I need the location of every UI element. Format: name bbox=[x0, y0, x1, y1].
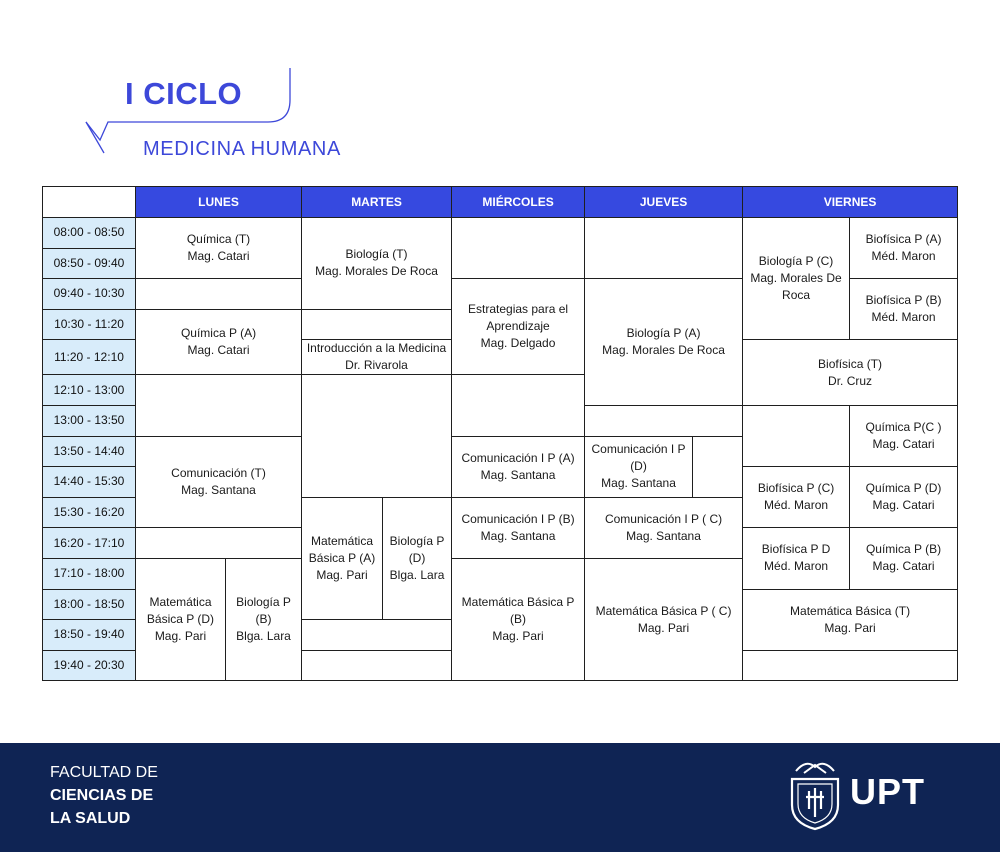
time-slot: 15:30 - 16:20 bbox=[43, 497, 136, 528]
class-cell: Biofísica P (B) Méd. Maron bbox=[850, 279, 958, 340]
header-row bbox=[43, 187, 958, 218]
empty-cell bbox=[693, 436, 743, 497]
empty-cell bbox=[136, 528, 302, 559]
class-cell: Comunicación I P (B) Mag. Santana bbox=[452, 497, 585, 558]
time-slot: 09:40 - 10:30 bbox=[43, 279, 136, 310]
day-header-viernes: VIERNES bbox=[743, 187, 958, 218]
empty-cell bbox=[452, 218, 585, 279]
class-cell: Biología P (B) Blga. Lara bbox=[226, 558, 302, 680]
day-header-lunes: LUNES bbox=[136, 187, 302, 218]
time-row bbox=[43, 218, 958, 249]
schedule-table bbox=[42, 186, 958, 681]
class-cell: Química (T) Mag. Catari bbox=[136, 218, 302, 279]
time-slot: 12:10 - 13:00 bbox=[43, 375, 136, 406]
class-cell: Matemática Básica P (D) Mag. Pari bbox=[136, 558, 226, 680]
time-slot: 14:40 - 15:30 bbox=[43, 467, 136, 498]
class-cell: Introducción a la Medicina Dr. Rivarola bbox=[302, 340, 452, 375]
class-cell: Química P (B) Mag. Catari bbox=[850, 528, 958, 589]
empty-cell bbox=[585, 218, 743, 279]
time-slot: 19:40 - 20:30 bbox=[43, 650, 136, 681]
time-slot: 08:00 - 08:50 bbox=[43, 218, 136, 249]
day-header-miercoles: MIÉRCOLES bbox=[452, 187, 585, 218]
class-cell: Comunicación I P (A) Mag. Santana bbox=[452, 436, 585, 497]
empty-cell bbox=[743, 650, 958, 681]
university-seal-icon bbox=[786, 757, 844, 833]
faculty-line-1: FACULTAD DE bbox=[50, 764, 158, 781]
class-cell: Biofísica P (C) Méd. Maron bbox=[743, 467, 850, 528]
empty-cell bbox=[585, 405, 743, 436]
empty-cell bbox=[302, 650, 452, 681]
class-cell: Biología (T) Mag. Morales De Roca bbox=[302, 218, 452, 310]
class-cell: Química P(C ) Mag. Catari bbox=[850, 405, 958, 466]
empty-cell bbox=[302, 620, 452, 651]
faculty-line-3: LA SALUD bbox=[50, 810, 131, 827]
class-cell: Biología P (D) Blga. Lara bbox=[383, 497, 452, 619]
page-subtitle: MEDICINA HUMANA bbox=[143, 138, 341, 160]
empty-cell bbox=[136, 375, 302, 436]
faculty-line-2: CIENCIAS DE bbox=[50, 787, 154, 804]
corner-cell bbox=[43, 187, 136, 218]
class-cell: Biología P (A) Mag. Morales De Roca bbox=[585, 279, 743, 406]
class-cell: Química P (D) Mag. Catari bbox=[850, 467, 958, 528]
class-cell: Matemática Básica P (B) Mag. Pari bbox=[452, 558, 585, 680]
class-cell: Matemática Básica (T) Mag. Pari bbox=[743, 589, 958, 650]
empty-cell bbox=[302, 375, 452, 497]
class-cell: Química P (A) Mag. Catari bbox=[136, 309, 302, 375]
time-slot: 17:10 - 18:00 bbox=[43, 558, 136, 589]
upt-logo: UPT bbox=[850, 771, 925, 812]
class-cell: Biofísica (T) Dr. Cruz bbox=[743, 340, 958, 406]
time-slot: 13:50 - 14:40 bbox=[43, 436, 136, 467]
time-slot: 18:50 - 19:40 bbox=[43, 620, 136, 651]
day-header-jueves: JUEVES bbox=[585, 187, 743, 218]
empty-cell bbox=[743, 405, 850, 466]
day-header-martes: MARTES bbox=[302, 187, 452, 218]
empty-cell bbox=[452, 375, 585, 436]
time-slot: 08:50 - 09:40 bbox=[43, 248, 136, 279]
class-cell: Comunicación I P ( C) Mag. Santana bbox=[585, 497, 743, 558]
class-cell: Matemática Básica P ( C) Mag. Pari bbox=[585, 558, 743, 680]
class-cell: Biología P (C) Mag. Morales De Roca bbox=[743, 218, 850, 340]
empty-cell bbox=[136, 279, 302, 310]
empty-cell bbox=[302, 309, 452, 340]
class-cell: Biofísica P D Méd. Maron bbox=[743, 528, 850, 589]
class-cell: Matemática Básica P (A) Mag. Pari bbox=[302, 497, 383, 619]
class-cell: Estrategias para el Aprendizaje Mag. Delgado bbox=[452, 279, 585, 375]
class-cell: Biofísica P (A) Méd. Maron bbox=[850, 218, 958, 279]
time-slot: 11:20 - 12:10 bbox=[43, 340, 136, 375]
footer-bar bbox=[0, 743, 1000, 852]
faculty-name bbox=[50, 761, 158, 830]
class-cell: Comunicación I P (D) Mag. Santana bbox=[585, 436, 693, 497]
time-slot: 13:00 - 13:50 bbox=[43, 405, 136, 436]
time-slot: 10:30 - 11:20 bbox=[43, 309, 136, 340]
class-cell: Comunicación (T) Mag. Santana bbox=[136, 436, 302, 528]
page-title: I CICLO bbox=[125, 76, 243, 111]
time-slot: 16:20 - 17:10 bbox=[43, 528, 136, 559]
time-slot: 18:00 - 18:50 bbox=[43, 589, 136, 620]
